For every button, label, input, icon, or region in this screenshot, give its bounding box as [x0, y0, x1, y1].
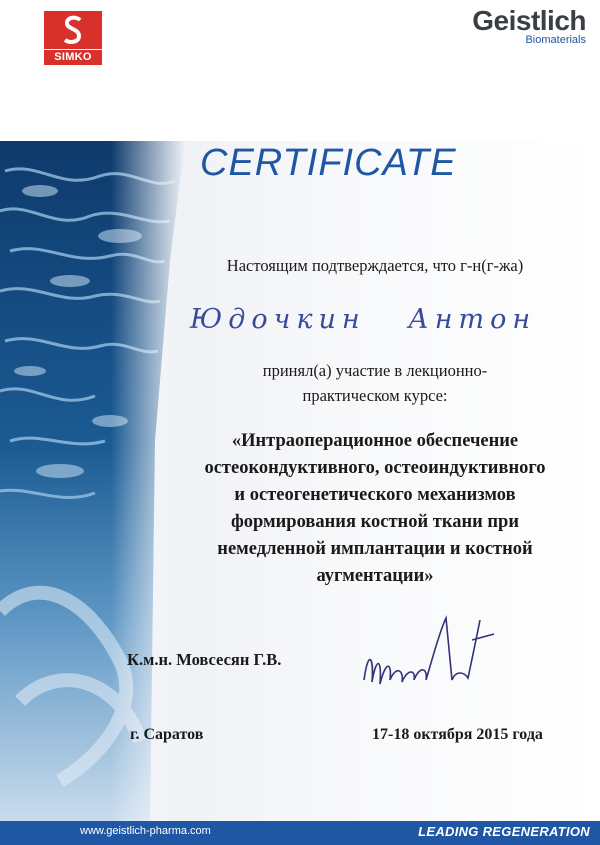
confirmation-text: Настоящим подтверждается, что г-н(г-жа) [226, 256, 524, 275]
simko-logo [44, 11, 102, 65]
event-date: 17-18 октября 2015 года [372, 726, 543, 743]
course-title [150, 428, 600, 590]
simko-s-icon [62, 15, 84, 45]
course-title-line: и остеогенетического механизмов [234, 485, 516, 505]
geistlich-wordmark: Geistlich [472, 5, 586, 36]
participation-line-1: принял(а) участие в лекционно- [262, 361, 488, 380]
course-title-line: аугментации» [316, 566, 434, 586]
course-title-line: немедленной имплантации и костной [217, 539, 533, 559]
course-title-line: остеокондуктивного, остеоиндуктивного [204, 458, 546, 478]
lecturer-name: К.м.н. Мовсесян Г.В. [127, 650, 282, 669]
signature [356, 610, 506, 700]
course-title-line: «Интраоперационное обеспечение [231, 431, 519, 451]
simko-logo-text: SIMKO [44, 50, 102, 65]
geistlich-subtitle: Biomaterials [525, 34, 586, 46]
city: г. Саратов [130, 726, 204, 743]
course-title-line: формирования костной ткани при [230, 512, 519, 532]
participation-line-2: практическом курсе: [302, 386, 448, 405]
footer-url: www.geistlich-pharma.com [80, 825, 211, 837]
recipient-name: Юдочкин Антон [190, 304, 537, 335]
geistlich-logo [472, 6, 586, 46]
certificate-title: CERTIFICATE [200, 142, 457, 184]
footer-tagline: LEADING REGENERATION [418, 824, 590, 839]
footer-bar [0, 821, 600, 845]
